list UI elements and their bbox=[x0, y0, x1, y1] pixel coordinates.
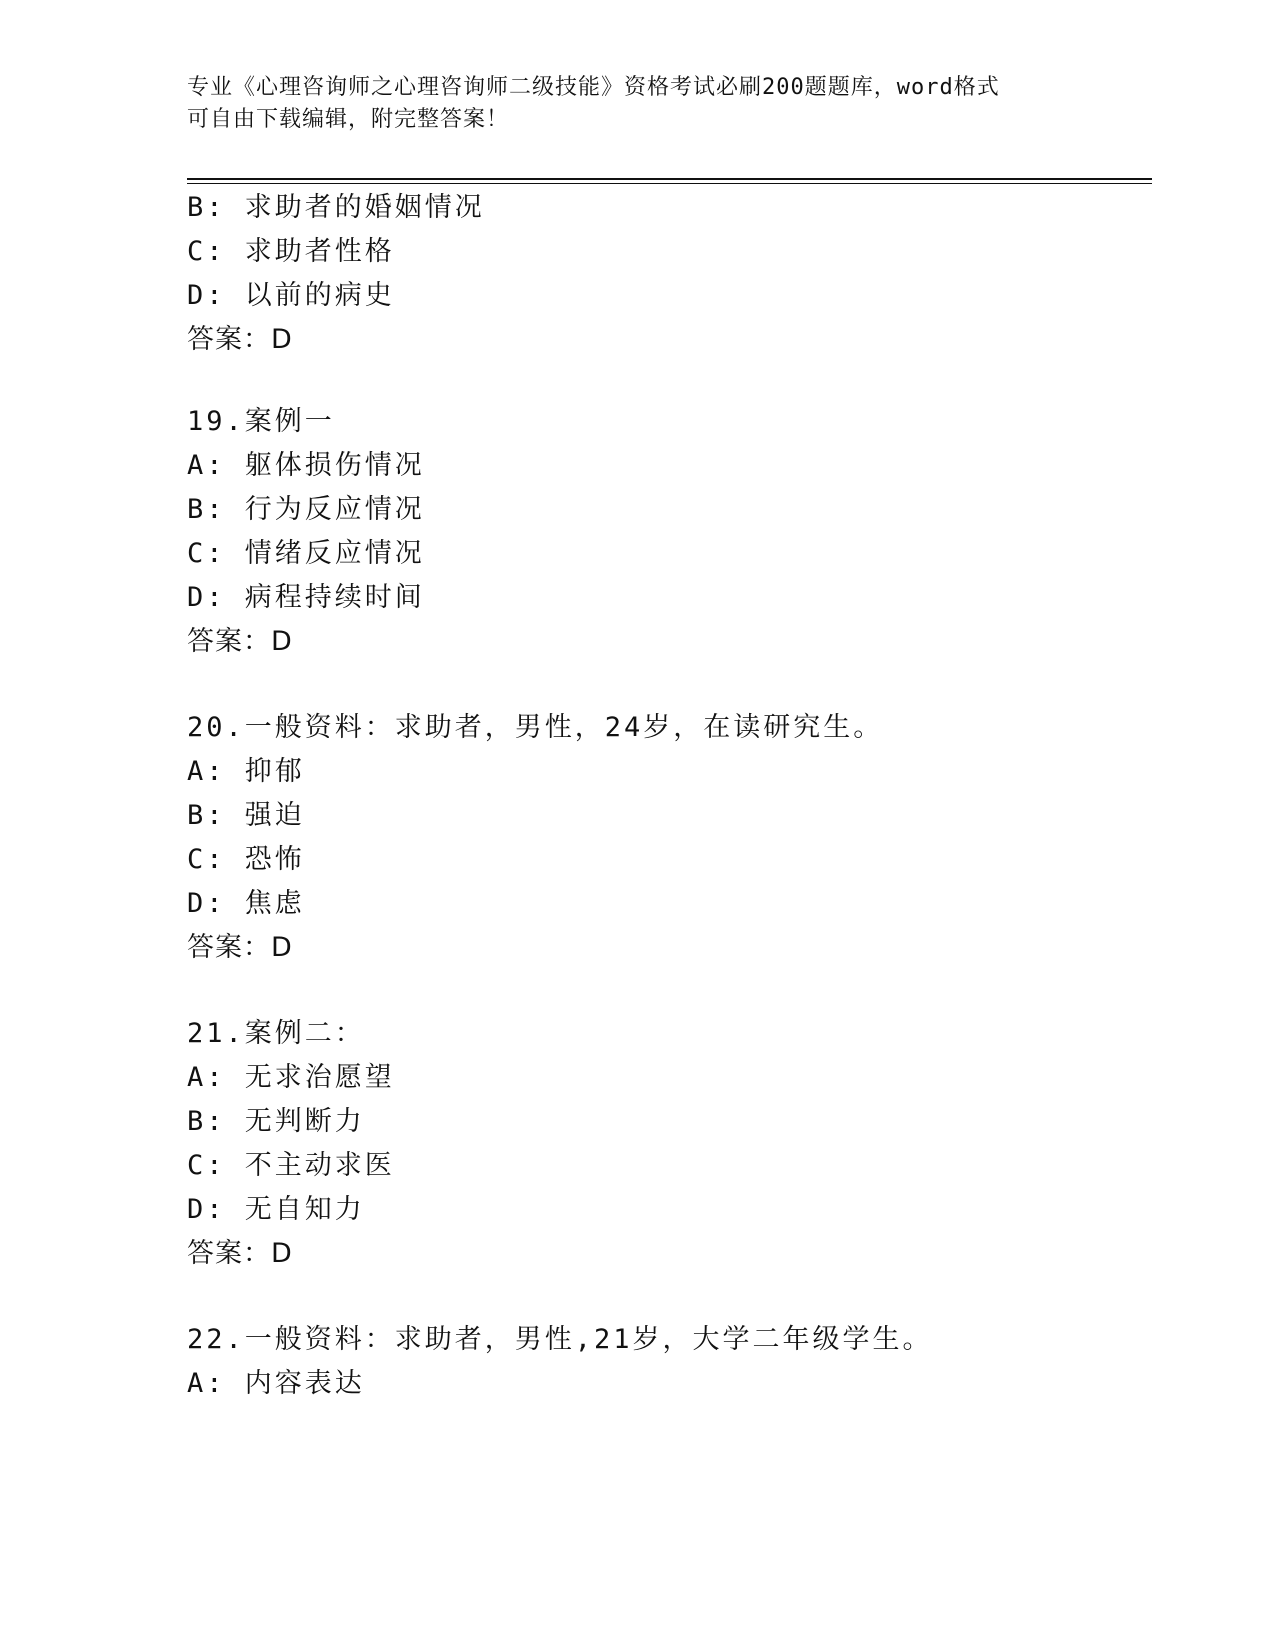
answer: 答案：D bbox=[187, 626, 293, 657]
option-b: B: 无判断力 bbox=[187, 1106, 365, 1137]
option-c: C: 情绪反应情况 bbox=[187, 538, 425, 569]
header-divider-thin bbox=[187, 183, 1152, 184]
question-20: 20.一般资料：求助者，男性，24岁，在读研究生。 bbox=[187, 712, 884, 743]
option-c: C: 求助者性格 bbox=[187, 236, 395, 267]
option-b: B: 行为反应情况 bbox=[187, 494, 425, 525]
answer: 答案：D bbox=[187, 324, 293, 355]
question-19: 19.案例一 bbox=[187, 406, 335, 437]
option-a: A: 无求治愿望 bbox=[187, 1062, 395, 1093]
answer: 答案：D bbox=[187, 1238, 293, 1269]
option-c: C: 不主动求医 bbox=[187, 1150, 395, 1181]
question-22: 22.一般资料：求助者，男性,21岁，大学二年级学生。 bbox=[187, 1324, 933, 1355]
header-line-1: 专业《心理咨询师之心理咨询师二级技能》资格考试必刷200题题库，word格式 bbox=[187, 75, 1000, 100]
option-d: D: 病程持续时间 bbox=[187, 582, 425, 613]
question-21: 21.案例二： bbox=[187, 1018, 365, 1049]
option-d: D: 焦虑 bbox=[187, 888, 305, 919]
option-b: B: 强迫 bbox=[187, 800, 305, 831]
option-a: A: 躯体损伤情况 bbox=[187, 450, 425, 481]
option-d: D: 无自知力 bbox=[187, 1194, 365, 1225]
option-d: D: 以前的病史 bbox=[187, 280, 395, 311]
option-a: A: 内容表达 bbox=[187, 1368, 365, 1399]
document-header bbox=[187, 72, 1087, 136]
option-a: A: 抑郁 bbox=[187, 756, 305, 787]
option-b: B: 求助者的婚姻情况 bbox=[187, 192, 485, 223]
answer: 答案：D bbox=[187, 932, 293, 963]
header-divider-thick bbox=[187, 178, 1152, 180]
header-line-2: 可自由下载编辑，附完整答案！ bbox=[187, 107, 510, 132]
option-c: C: 恐怖 bbox=[187, 844, 305, 875]
